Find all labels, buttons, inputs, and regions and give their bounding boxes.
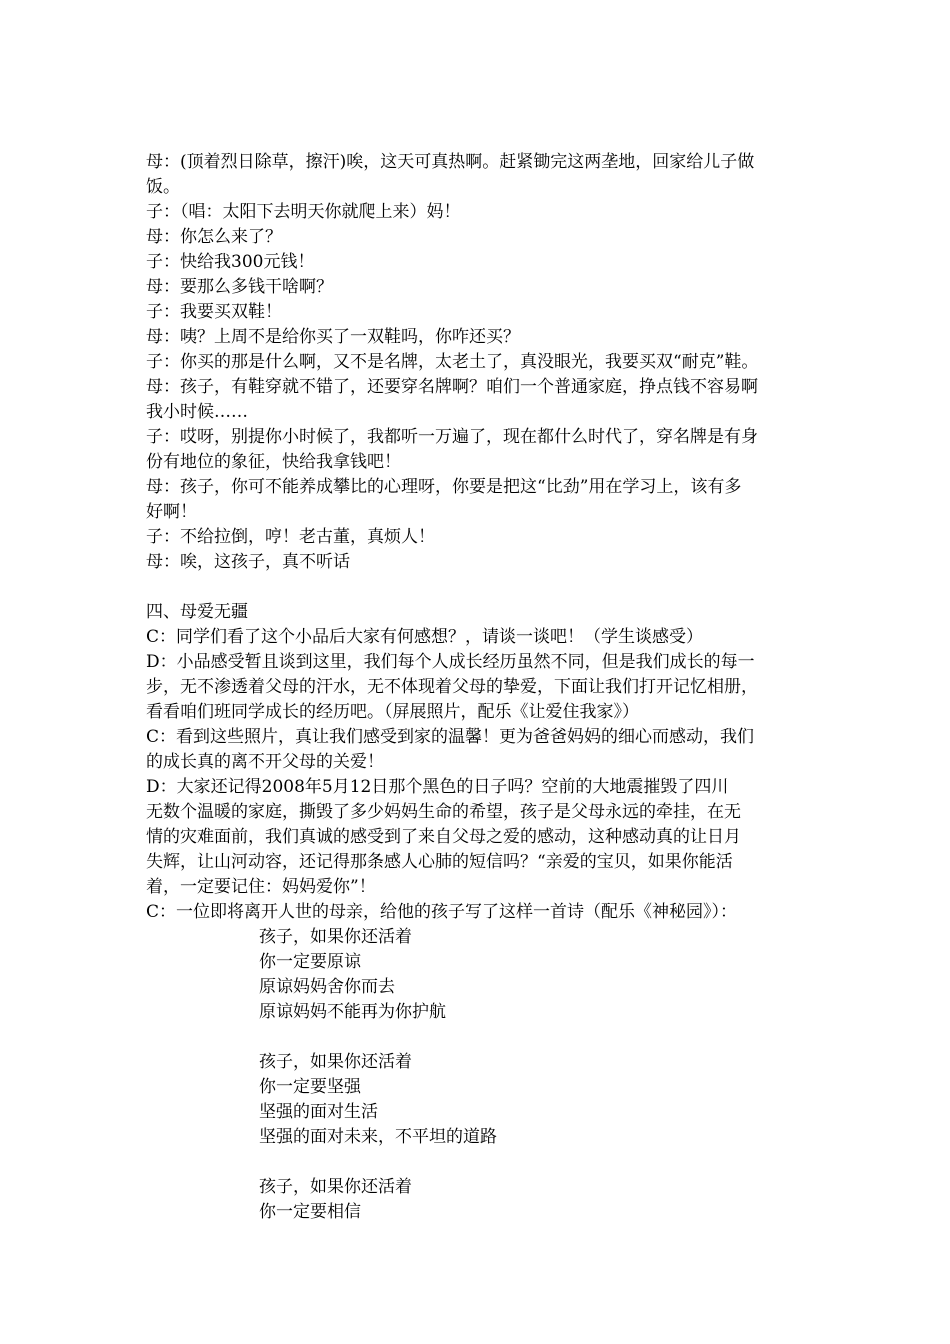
dialogue-line: 母：你怎么来了？ [146, 227, 282, 247]
dialogue-line: 母：孩子，有鞋穿就不错了，还要穿名牌啊？咱们一个普通家庭，挣点钱不容易啊 [146, 377, 758, 397]
poem-stanza [259, 1050, 816, 1150]
paragraph-line: 着，一定要记住：妈妈爱你”！ [146, 877, 376, 897]
dialogue-line: 子：我要买双鞋！ [146, 302, 282, 322]
paragraph-line: 情的灾难面前，我们真诚的感受到了来自父母之爱的感动，这种感动真的让日月 [146, 827, 741, 847]
dialogue-line: 母：要那么多钱干啥啊？ [146, 277, 333, 297]
paragraph-line: C：同学们看了这个小品后大家有何感想？，请谈一谈吧！（学生谈感受） [146, 627, 704, 647]
dialogue-line: 子：不给拉倒，哼！老古董，真烦人！ [146, 527, 435, 547]
dialogue-line: 子：快给我300元钱！ [146, 252, 315, 272]
spacer [259, 1150, 816, 1175]
dialogue-line: 子：你买的那是什么啊，又不是名牌，太老土了，真没眼光，我要买双“耐克”鞋。 [146, 352, 759, 372]
paragraph-line: D：小品感受暂且谈到这里，我们每个人成长经历虽然不同，但是我们成长的每一 [146, 652, 755, 672]
poem-line: 你一定要坚强 [259, 1077, 361, 1097]
document-body [146, 150, 816, 1225]
dialogue-line: 我小时候…… [146, 402, 248, 422]
dialogue-line: 好啊！ [146, 502, 197, 522]
dialogue-line: 母：咦？上周不是给你买了一双鞋吗，你咋还买？ [146, 327, 520, 347]
paragraph-line: 的成长真的离不开父母的关爱！ [146, 752, 384, 772]
poem-line: 坚强的面对生活 [259, 1102, 378, 1122]
poem-line: 你一定要相信 [259, 1202, 361, 1222]
paragraph-line: 失辉，让山河动容，还记得那条感人心肺的短信吗？“亲爱的宝贝，如果你能活 [146, 852, 733, 872]
poem-stanza [259, 1175, 816, 1225]
dialogue-line: 子：哎呀，别提你小时候了，我都听一万遍了，现在都什么时代了，穿名牌是有身 [146, 427, 758, 447]
poem-line: 孩子，如果你还活着 [259, 1052, 412, 1072]
poem-line: 孩子，如果你还活着 [259, 927, 412, 947]
dialogue-line: 份有地位的象征，快给我拿钱吧！ [146, 452, 401, 472]
dialogue-line: 母：孩子，你可不能养成攀比的心理呀，你要是把这“比劲”用在学习上，该有多 [146, 477, 742, 497]
poem-stanza [259, 925, 816, 1025]
skit-dialogue [146, 150, 816, 575]
poem-line: 原谅妈妈不能再为你护航 [259, 1002, 446, 1022]
poem-line: 坚强的面对未来，不平坦的道路 [259, 1127, 497, 1147]
poem-line: 孩子，如果你还活着 [259, 1177, 412, 1197]
paragraph-line: 步，无不渗透着父母的汗水，无不体现着父母的挚爱，下面让我们打开记忆相册， [146, 677, 758, 697]
spacer [259, 1025, 816, 1050]
dialogue-line: 母：(顶着烈日除草，擦汗)唉，这天可真热啊。赶紧锄完这两垄地，回家给儿子做 [146, 152, 755, 172]
paragraph-line: C：看到这些照片，真让我们感受到家的温馨！更为爸爸妈妈的细心而感动，我们 [146, 727, 755, 747]
dialogue-line: 子：（唱：太阳下去明天你就爬上来）妈！ [146, 202, 461, 222]
section-heading: 四、母爱无疆 [146, 602, 248, 622]
paragraph-line: C：一位即将离开人世的母亲，给他的孩子写了这样一首诗（配乐《神秘园》）： [146, 902, 738, 922]
paragraph-line: 看看咱们班同学成长的经历吧。（屏展照片，配乐《让爱住我家》） [146, 702, 639, 722]
section-mother-love [146, 600, 816, 925]
dialogue-line: 母：唉，这孩子，真不听话 [146, 552, 350, 572]
paragraph-line: D：大家还记得2008年5月12日那个黑色的日子吗？空前的大地震摧毁了四川 [146, 777, 729, 797]
poem-line: 原谅妈妈舍你而去 [259, 977, 395, 997]
poem-line: 你一定要原谅 [259, 952, 361, 972]
dialogue-line: 饭。 [146, 177, 180, 197]
spacer [146, 575, 816, 600]
paragraph-line: 无数个温暖的家庭，撕毁了多少妈妈生命的希望，孩子是父母永远的牵挂，在无 [146, 802, 741, 822]
poem [146, 925, 816, 1225]
